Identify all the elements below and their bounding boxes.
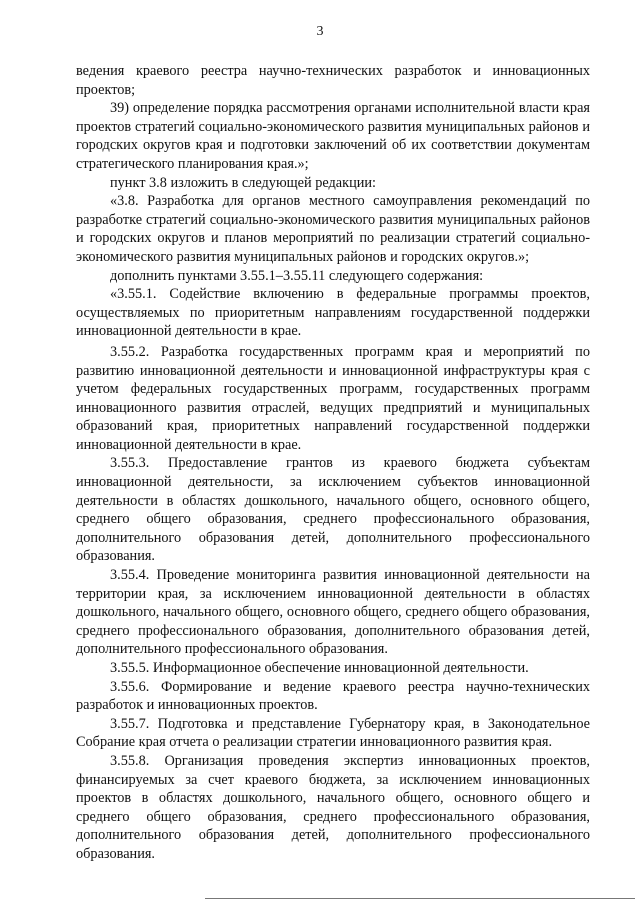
paragraph-amend-3-8: пункт 3.8 изложить в следующей редакции:: [110, 174, 377, 191]
paragraph-item-39: 39) определение порядка рассмотрения органами исполнительной власти края проектов стратегий социально-экономического развития муниципальных районов и городских округов края и подготовки заключений об их соответствии документам стратегического планирования края.»;: [76, 100, 590, 172]
page-number: 3: [316, 24, 324, 39]
paragraph-3-55-6: 3.55.6. Формирование и ведение краевого реестра научно-технических разработок и инновационных проектов.: [76, 678, 590, 714]
paragraph-3-55-8: 3.55.8. Организация проведения экспертиз инновационных проектов, финансируемых за счет краевого бюджета, за исключением инновационных проектов в областях дошкольного, начального общего, основного общего и среднего общего образования, среднего профессионального образования, дополнительного образования детей, дополнительного профессионального образования.: [76, 752, 590, 862]
paragraph-3-55-7: 3.55.7. Подготовка и представление Губернатору края, в Законодательное Собрание края отчета о реализации стратегии инновационного развития края.: [76, 715, 590, 751]
paragraph-add-3-55: дополнить пунктами 3.55.1–3.55.11 следующего содержания:: [110, 267, 484, 284]
paragraph-3-55-3: 3.55.3. Предоставление грантов из краевого бюджета субъектам инновационной деятельности, за исключением субъектов инновационной деятельности в областях дошкольного, начального общего, основного общего, среднего общего образования, среднего профессионального образования, дополнительного образования детей, дополнительного профессионального образования.: [76, 455, 590, 565]
paragraph-3-55-5: 3.55.5. Информационное обеспечение инновационной деятельности.: [110, 660, 529, 676]
paragraph-continuation: ведения краевого реестра научно-технических разработок и инновационных проектов;: [76, 63, 590, 98]
footer-divider: [205, 898, 635, 899]
paragraph-3-55-1: «3.55.1. Содействие включению в федеральные программы проектов, осуществляемых по приоритетным направлениям государственной поддержки инновационной деятельности в крае.: [76, 286, 590, 340]
paragraph-3-8: «3.8. Разработка для органов местного самоуправления рекомендаций по разработке стратегий социально-экономического развития муниципальных районов и городских округов и планов мероприятий по реализации стратегий социально-экономического развития муниципальных районов и городских округов.»;: [76, 193, 590, 265]
paragraph-3-55-4: 3.55.4. Проведение мониторинга развития инновационной деятельности на территории края, за исключением инновационной деятельности в областях дошкольного, начального общего, основного общего, среднего общего образования, среднего профессионального образования, дополнительного образования детей, дополнительного профессионального образования.: [76, 567, 590, 658]
document-body: [76, 62, 590, 864]
paragraph-3-55-2: 3.55.2. Разработка государственных программ края и мероприятий по развитию инновационной деятельности и инновационной инфраструктуры края с учетом федеральных государственных программ, государственных программ инновационного развития отраслей, ведущих предприятий и муниципальных образований края, приоритетных направлений государственной поддержки инновационной деятельности в крае.: [76, 343, 590, 453]
